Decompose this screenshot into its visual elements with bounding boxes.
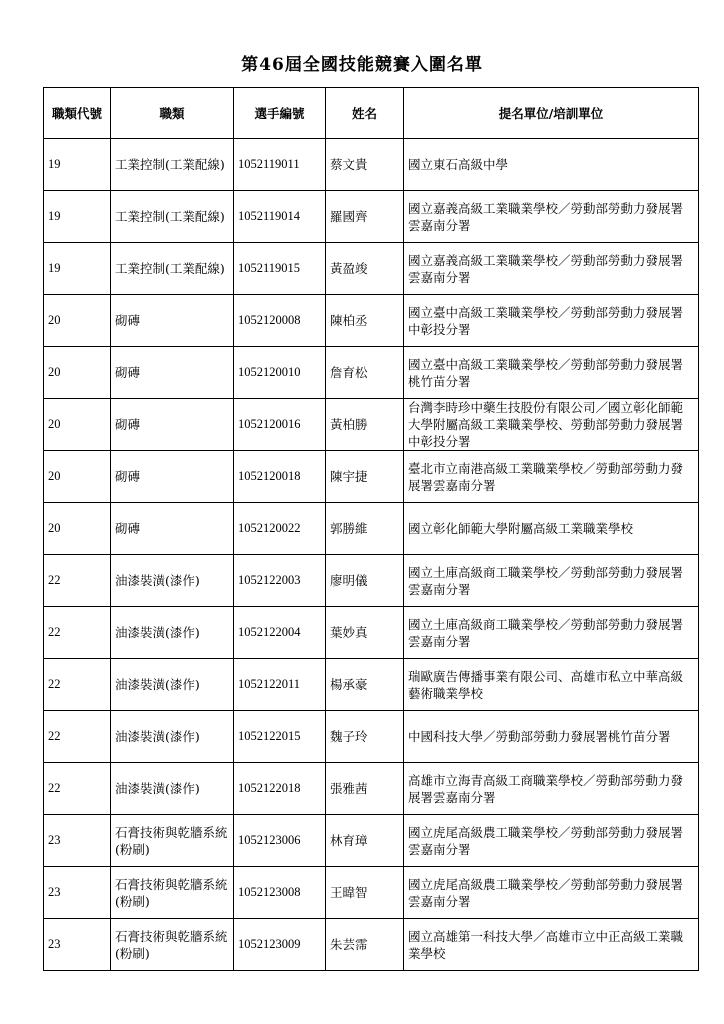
cell-unit: 國立高雄第一科技大學／高雄市立中正高級工業職業學校 bbox=[404, 919, 699, 971]
cell-trade: 油漆裝潢(漆作) bbox=[111, 555, 234, 607]
cell-trade: 石膏技術與乾牆系統(粉刷) bbox=[111, 919, 234, 971]
table-row bbox=[44, 139, 699, 191]
cell-name: 郭勝維 bbox=[326, 503, 404, 555]
cell-code: 22 bbox=[44, 555, 111, 607]
cell-code: 22 bbox=[44, 711, 111, 763]
header-row bbox=[44, 88, 699, 139]
cell-trade: 砌磚 bbox=[111, 451, 234, 503]
cell-code: 19 bbox=[44, 243, 111, 295]
cell-number: 1052122004 bbox=[234, 607, 326, 659]
cell-code: 20 bbox=[44, 399, 111, 451]
header-trade: 職類 bbox=[111, 88, 234, 139]
cell-number: 1052120008 bbox=[234, 295, 326, 347]
cell-unit: 國立土庫高級商工職業學校／勞動部勞動力發展署雲嘉南分署 bbox=[404, 607, 699, 659]
cell-unit: 中國科技大學／勞動部勞動力發展署桃竹苗分署 bbox=[404, 711, 699, 763]
table-row bbox=[44, 919, 699, 971]
cell-trade: 工業控制(工業配線) bbox=[111, 139, 234, 191]
table-row bbox=[44, 451, 699, 503]
cell-name: 陳柏丞 bbox=[326, 295, 404, 347]
cell-name: 蔡文貴 bbox=[326, 139, 404, 191]
cell-name: 羅國齊 bbox=[326, 191, 404, 243]
cell-number: 1052122011 bbox=[234, 659, 326, 711]
cell-code: 20 bbox=[44, 295, 111, 347]
cell-unit: 台灣李時珍中藥生技股份有限公司／國立彰化師範大學附屬高級工業職業學校、勞動部勞動力發展署中彰投分署 bbox=[404, 399, 699, 451]
cell-code: 22 bbox=[44, 607, 111, 659]
cell-name: 黃柏勝 bbox=[326, 399, 404, 451]
cell-number: 1052119011 bbox=[234, 139, 326, 191]
cell-code: 19 bbox=[44, 139, 111, 191]
cell-code: 23 bbox=[44, 815, 111, 867]
cell-trade: 砌磚 bbox=[111, 295, 234, 347]
cell-name: 廖明儀 bbox=[326, 555, 404, 607]
table-row bbox=[44, 243, 699, 295]
cell-unit: 國立臺中高級工業職業學校／勞動部勞動力發展署中彰投分署 bbox=[404, 295, 699, 347]
cell-unit: 國立嘉義高級工業職業學校／勞動部勞動力發展署雲嘉南分署 bbox=[404, 243, 699, 295]
cell-trade: 砌磚 bbox=[111, 503, 234, 555]
cell-number: 1052119015 bbox=[234, 243, 326, 295]
cell-trade: 砌磚 bbox=[111, 399, 234, 451]
table-row bbox=[44, 399, 699, 451]
cell-number: 1052120010 bbox=[234, 347, 326, 399]
header-name: 姓名 bbox=[326, 88, 404, 139]
cell-unit: 國立虎尾高級農工職業學校／勞動部勞動力發展署雲嘉南分署 bbox=[404, 867, 699, 919]
cell-code: 19 bbox=[44, 191, 111, 243]
cell-name: 林育璋 bbox=[326, 815, 404, 867]
cell-number: 1052122018 bbox=[234, 763, 326, 815]
cell-unit: 高雄市立海青高級工商職業學校／勞動部勞動力發展署雲嘉南分署 bbox=[404, 763, 699, 815]
cell-code: 22 bbox=[44, 763, 111, 815]
cell-name: 楊承豪 bbox=[326, 659, 404, 711]
header-code: 職類代號 bbox=[44, 88, 111, 139]
table-row bbox=[44, 503, 699, 555]
table-row bbox=[44, 191, 699, 243]
cell-trade: 油漆裝潢(漆作) bbox=[111, 659, 234, 711]
cell-name: 陳宇捷 bbox=[326, 451, 404, 503]
cell-name: 詹育松 bbox=[326, 347, 404, 399]
cell-trade: 油漆裝潢(漆作) bbox=[111, 711, 234, 763]
table-row bbox=[44, 815, 699, 867]
cell-number: 1052123009 bbox=[234, 919, 326, 971]
cell-unit: 國立臺中高級工業職業學校／勞動部勞動力發展署桃竹苗分署 bbox=[404, 347, 699, 399]
table-row bbox=[44, 295, 699, 347]
cell-number: 1052120022 bbox=[234, 503, 326, 555]
cell-code: 20 bbox=[44, 451, 111, 503]
cell-name: 葉妙真 bbox=[326, 607, 404, 659]
cell-trade: 石膏技術與乾牆系統(粉刷) bbox=[111, 867, 234, 919]
cell-number: 1052119014 bbox=[234, 191, 326, 243]
table-row bbox=[44, 659, 699, 711]
cell-trade: 工業控制(工業配線) bbox=[111, 191, 234, 243]
cell-unit: 國立東石高級中學 bbox=[404, 139, 699, 191]
cell-name: 黃盈竣 bbox=[326, 243, 404, 295]
cell-code: 20 bbox=[44, 503, 111, 555]
cell-unit: 國立土庫高級商工職業學校／勞動部勞動力發展署雲嘉南分署 bbox=[404, 555, 699, 607]
cell-number: 1052123006 bbox=[234, 815, 326, 867]
table-row bbox=[44, 763, 699, 815]
cell-unit: 國立嘉義高級工業職業學校／勞動部勞動力發展署雲嘉南分署 bbox=[404, 191, 699, 243]
cell-code: 23 bbox=[44, 919, 111, 971]
page-title: 第46屆全國技能競賽入圍名單 bbox=[241, 55, 483, 75]
cell-unit: 臺北市立南港高級工業職業學校／勞動部勞動力發展署雲嘉南分署 bbox=[404, 451, 699, 503]
finalist-table bbox=[43, 87, 699, 971]
table-row bbox=[44, 867, 699, 919]
cell-name: 張雅茜 bbox=[326, 763, 404, 815]
header-number: 選手編號 bbox=[234, 88, 326, 139]
cell-trade: 油漆裝潢(漆作) bbox=[111, 607, 234, 659]
cell-code: 22 bbox=[44, 659, 111, 711]
cell-trade: 工業控制(工業配線) bbox=[111, 243, 234, 295]
cell-code: 23 bbox=[44, 867, 111, 919]
cell-trade: 砌磚 bbox=[111, 347, 234, 399]
cell-trade: 石膏技術與乾牆系統(粉刷) bbox=[111, 815, 234, 867]
cell-name: 朱芸霈 bbox=[326, 919, 404, 971]
cell-number: 1052123008 bbox=[234, 867, 326, 919]
cell-number: 1052120018 bbox=[234, 451, 326, 503]
cell-unit: 國立彰化師範大學附屬高級工業職業學校 bbox=[404, 503, 699, 555]
cell-code: 20 bbox=[44, 347, 111, 399]
cell-number: 1052120016 bbox=[234, 399, 326, 451]
cell-number: 1052122003 bbox=[234, 555, 326, 607]
table-row bbox=[44, 711, 699, 763]
table-row bbox=[44, 347, 699, 399]
table-row bbox=[44, 555, 699, 607]
cell-unit: 國立虎尾高級農工職業學校／勞動部勞動力發展署雲嘉南分署 bbox=[404, 815, 699, 867]
table-row bbox=[44, 607, 699, 659]
header-unit: 提名單位/培訓單位 bbox=[404, 88, 699, 139]
cell-name: 魏子玲 bbox=[326, 711, 404, 763]
cell-name: 王暐智 bbox=[326, 867, 404, 919]
cell-unit: 瑞歐廣告傳播事業有限公司、高雄市私立中華高級藝術職業學校 bbox=[404, 659, 699, 711]
cell-trade: 油漆裝潢(漆作) bbox=[111, 763, 234, 815]
cell-number: 1052122015 bbox=[234, 711, 326, 763]
